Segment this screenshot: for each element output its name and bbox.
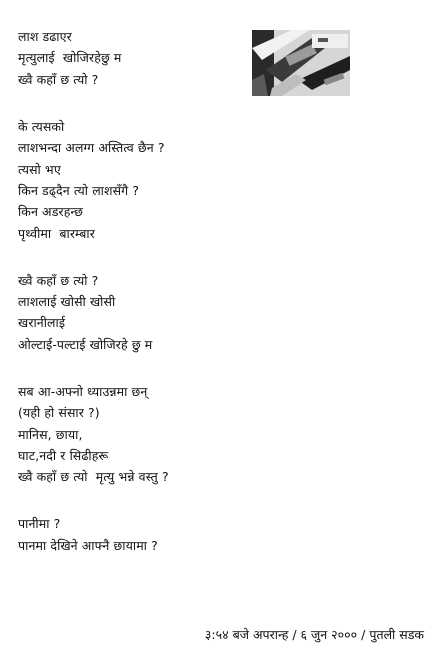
poem-line: ओल्टाई-पल्टाई खोजिरहे छु म — [18, 336, 153, 352]
poem-line: ख्वै कहाँ छ त्यो ? — [18, 71, 99, 87]
poem-line: (यही हो संसार ?) — [18, 405, 100, 421]
poem — [18, 26, 338, 582]
poem-line: मानिस, छाया, — [18, 426, 83, 442]
poem-line: किन डढ्दैन त्यो लाशसँगै ? — [18, 182, 140, 198]
poem-line: लाशलाई खोसी खोसी — [18, 294, 116, 310]
poem-line: त्यसो भए — [18, 161, 61, 177]
poem-line: मृत्युलाई खोजिरहेछु म — [18, 50, 122, 66]
stanza-4 — [18, 381, 338, 488]
poem-line: पानीमा ? — [18, 516, 61, 532]
poem-line: घाट,नदी र सिढीहरू — [18, 448, 109, 463]
footer-dateline: ३:५४ बजे अपरान्ह / ६ जुन २००० / पुतली सडक — [204, 627, 424, 642]
poem-line: लाशभन्दा अलग्ग अस्तित्व छैन ? — [18, 140, 165, 156]
poem-line: पृथ्वीमा बारम्बार — [18, 225, 95, 241]
poem-line: किन अडरहन्छ — [18, 204, 83, 220]
poem-line: लाश डढाएर — [18, 29, 72, 44]
poem-line: ख्वै कहाँ छ त्यो मृत्यु भन्ने वस्तु ? — [18, 469, 169, 485]
stanza-5 — [18, 513, 338, 556]
stanza-2 — [18, 116, 338, 244]
stanza-3 — [18, 270, 338, 356]
poem-line: खरानीलाई — [18, 315, 66, 331]
poem-line: पानमा देखिने आफ्नै छायामा ? — [18, 537, 158, 553]
poem-line: ख्वै कहाँ छ त्यो ? — [18, 272, 99, 288]
poem-line: के त्यसको — [18, 118, 65, 134]
poem-line: सब आ-अफ्नो ध्याउन्नमा छन् — [18, 383, 148, 399]
photo-thumbnail — [252, 30, 350, 96]
